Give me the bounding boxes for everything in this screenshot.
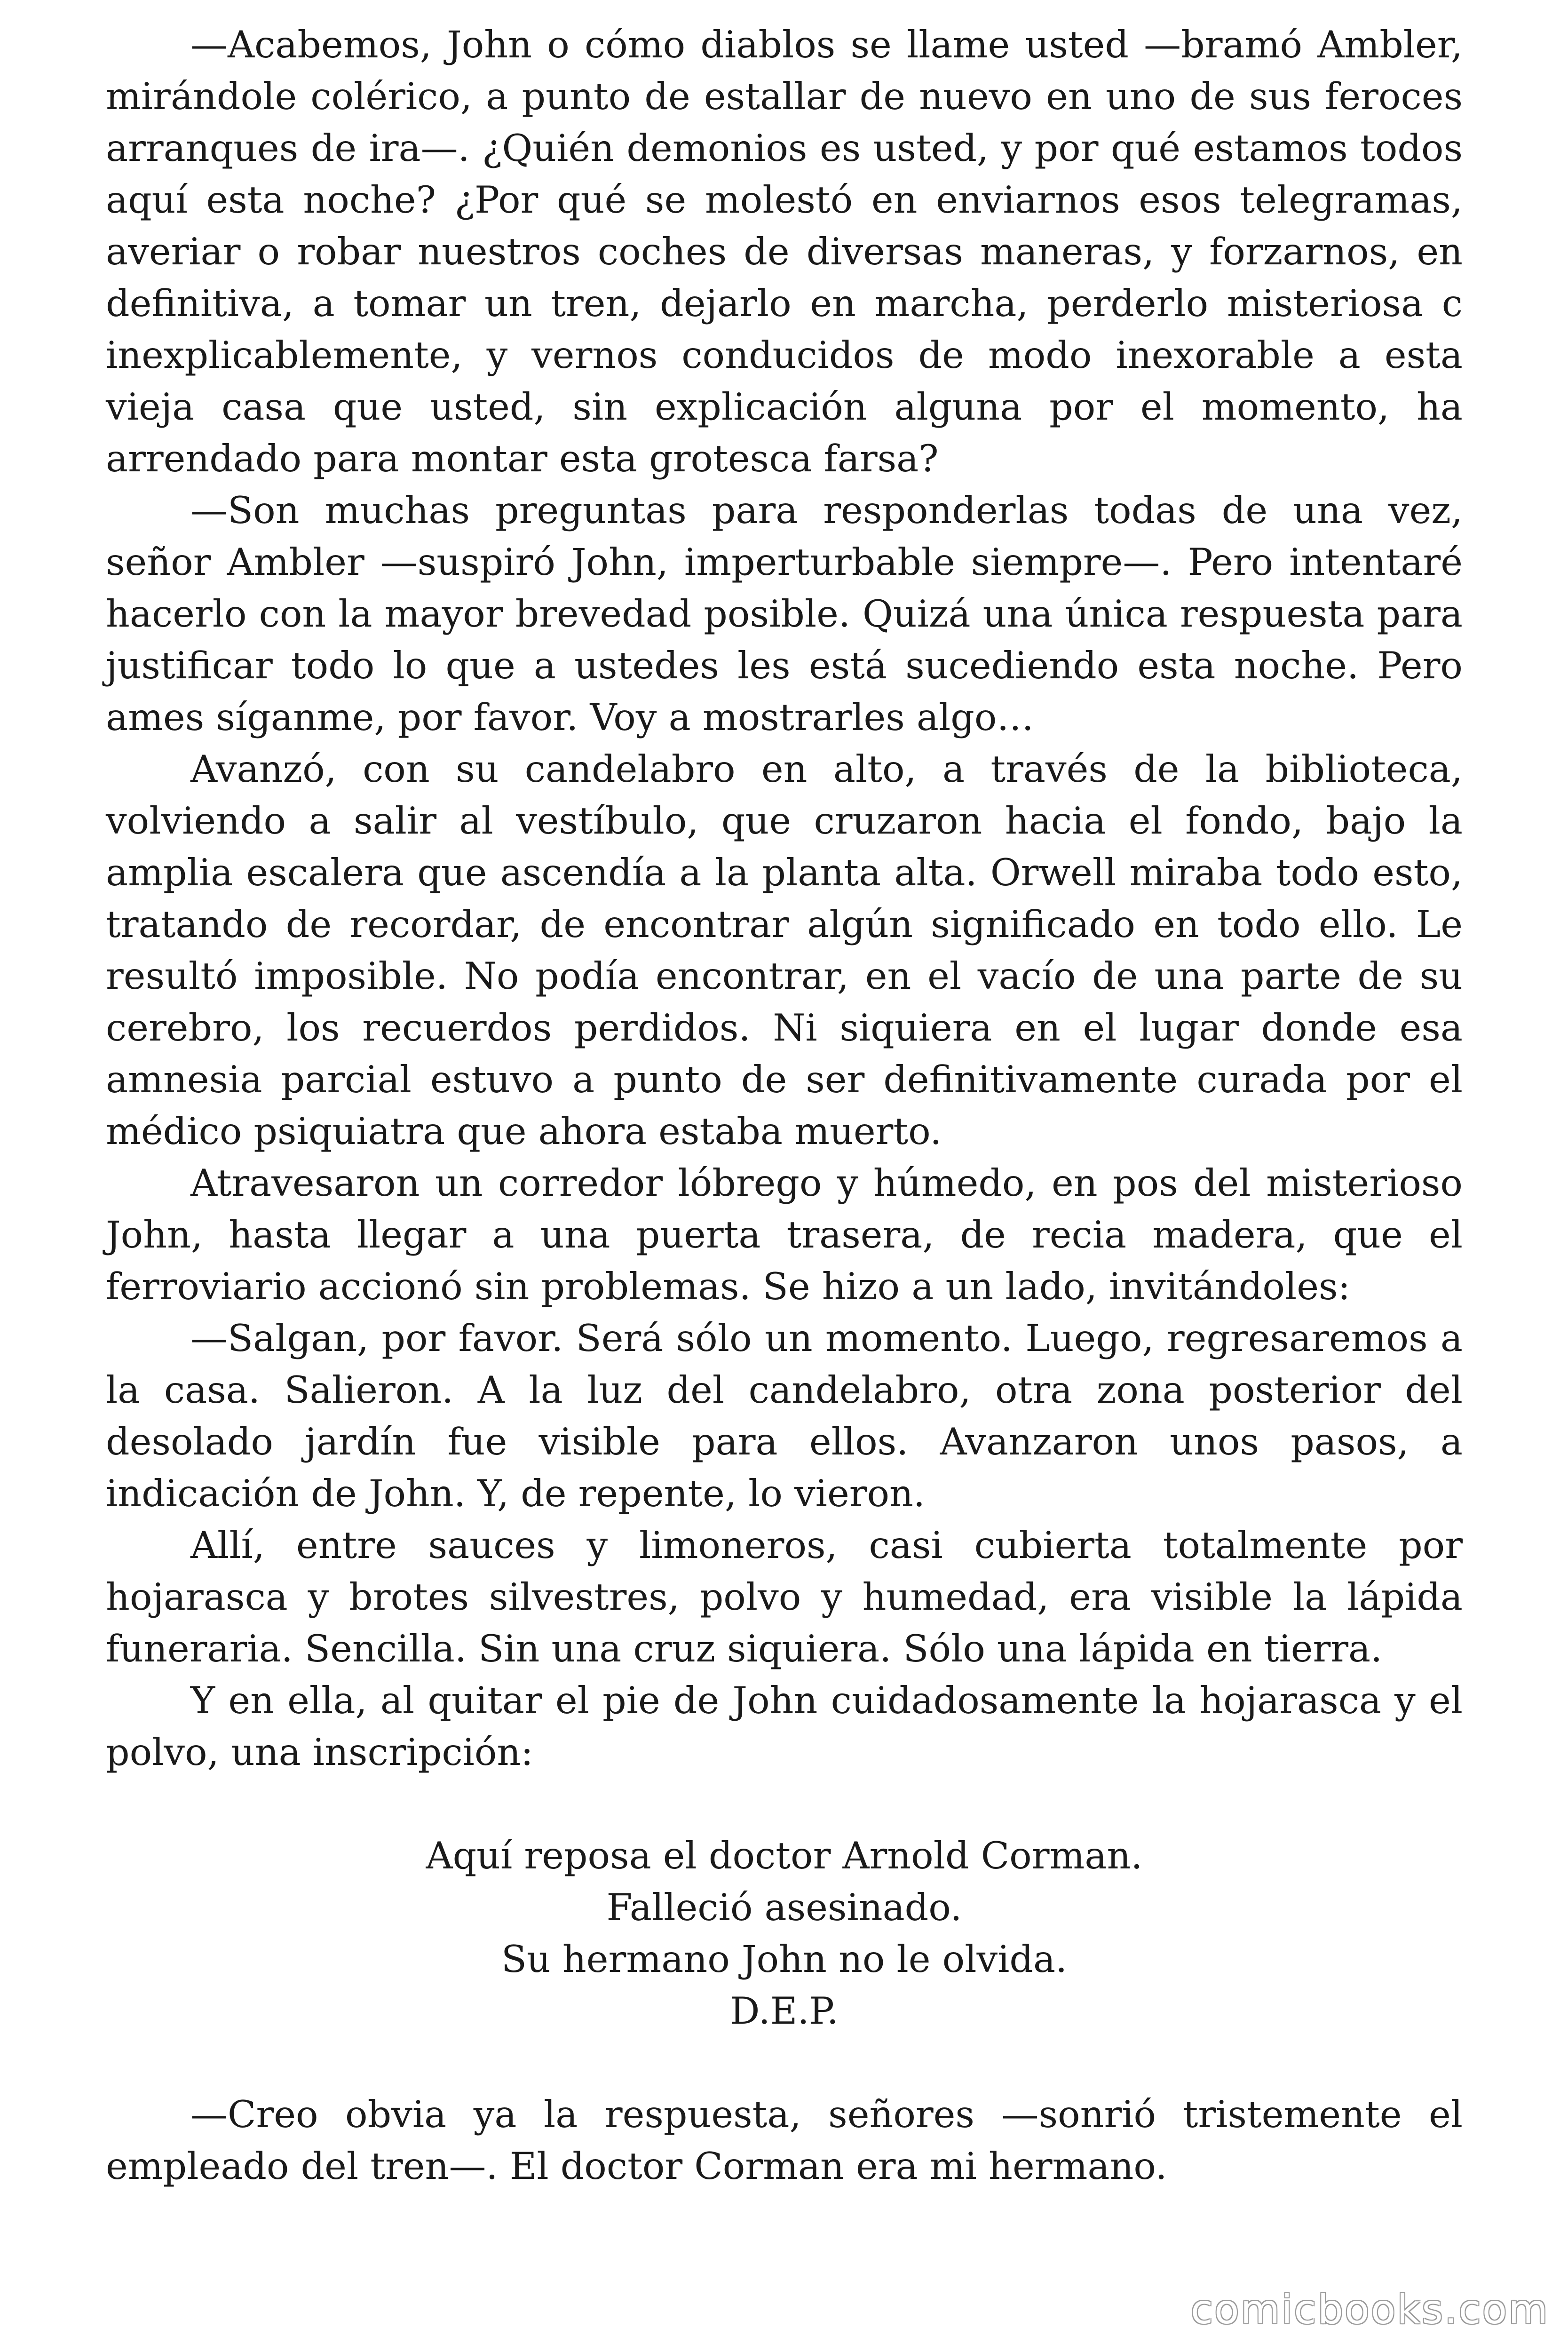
- inscription-line: Aquí reposa el doctor Arnold Corman.: [426, 1834, 1143, 1877]
- paragraph: Atravesaron un corredor lóbrego y húmedo, en pos del misterioso John, hasta llegar a una puerta trasera, de recia madera, que el ferroviario accionó sin problemas. Se hizo a un lado, invitándoles:: [106, 1161, 1463, 1308]
- closing-paragraph: —Creo obvia ya la respuesta, señores —sonrió tristemente el empleado del tren—. El doctor Corman era mi hermano.: [106, 2093, 1463, 2188]
- inscription-line: D.E.P.: [730, 1989, 839, 2033]
- paragraph: —Son muchas preguntas para responderlas todas de una vez, señor Ambler —suspiró John, imperturbable siempre—. Pero intentaré hacerlo con la mayor brevedad posible. Quizá una única respuesta para justificar todo lo que a ustedes les está sucediendo esta noche. Pero ames síganme, por favor. Voy a mostrarles algo…: [106, 489, 1463, 739]
- watermark: comicbooks.com: [1190, 2286, 1549, 2333]
- paragraph: —Acabemos, John o cómo diablos se llame usted —bramó Ambler, mirándole colérico, a punto de estallar de nuevo en uno de sus feroces arranques de ira—. ¿Quién demonios es usted, y por qué estamos todos aquí esta noche? ¿Por qué se molestó en enviarnos esos telegramas, averiar o robar nuestros coches de diversas maneras, y forzarnos, en definitiva, a tomar un tren, dejarlo en marcha, perderlo misteriosa c inexplicablemente, y vernos conducidos de modo inexorable a esta vieja casa que usted, sin explicación alguna por el momento, ha arrendado para montar esta grotesca farsa?: [106, 23, 1463, 480]
- inscription-line: Su hermano John no le olvida.: [501, 1938, 1068, 1981]
- page-body: [106, 19, 1463, 2192]
- tombstone-inscription: [106, 1830, 1463, 2037]
- inscription-line: Falleció asesinado.: [606, 1886, 962, 1929]
- paragraph: Y en ella, al quitar el pie de John cuidadosamente la hojarasca y el polvo, una inscripción:: [106, 1679, 1463, 1774]
- paragraph: Avanzó, con su candelabro en alto, a través de la biblioteca, volviendo a salir al vestíbulo, que cruzaron hacia el fondo, bajo la amplia escalera que ascendía a la planta alta. Orwell miraba todo esto, tratando de recordar, de encontrar algún significado en todo ello. Le resultó imposible. No podía encontrar, en el vacío de una parte de su cerebro, los recuerdos perdidos. Ni siquiera en el lugar donde esa amnesia parcial estuvo a punto de ser definitivamente curada por el médico psiquiatra que ahora estaba muerto.: [106, 747, 1463, 1153]
- paragraph: —Salgan, por favor. Será sólo un momento. Luego, regresaremos a la casa. Salieron. A la luz del candelabro, otra zona posterior del desolado jardín fue visible para ellos. Avanzaron unos pasos, a indicación de John. Y, de repente, lo vieron.: [106, 1317, 1463, 1515]
- paragraph: Allí, entre sauces y limoneros, casi cubierta totalmente por hojarasca y brotes silvestres, polvo y humedad, era visible la lápida funeraria. Sencilla. Sin una cruz siquiera. Sólo una lápida en tierra.: [106, 1524, 1463, 1670]
